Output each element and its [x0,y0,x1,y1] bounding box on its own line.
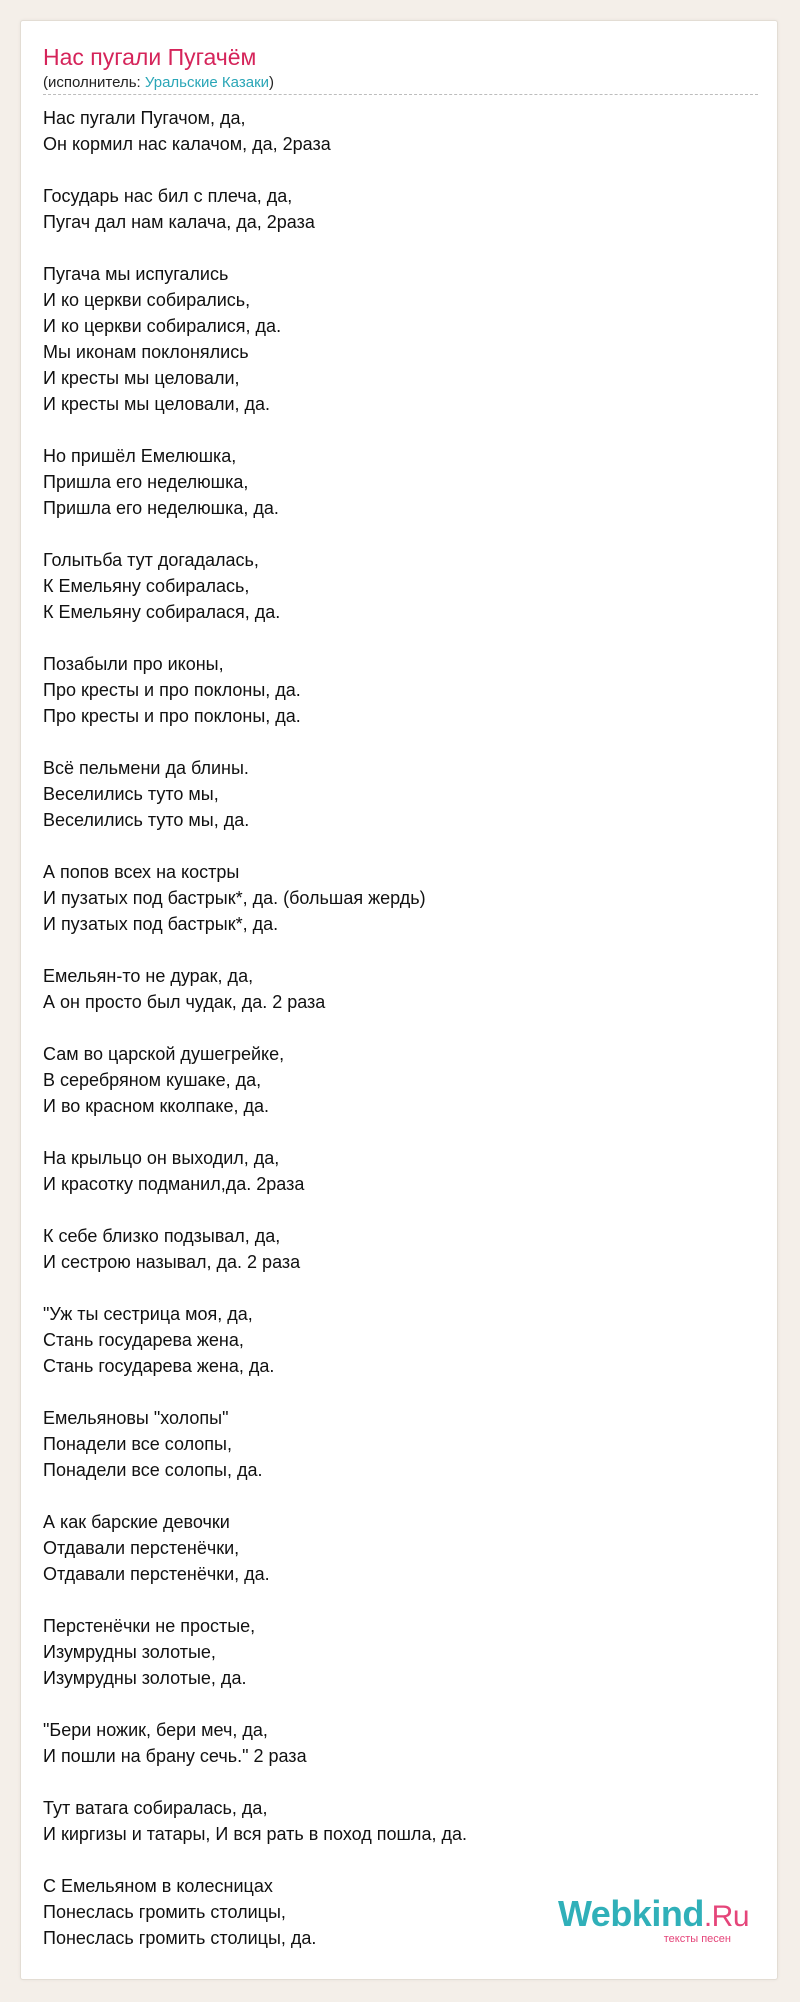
lyrics-stanza [43,651,758,729]
lyrics-line: И кресты мы целовали, [43,368,240,388]
lyrics-line: Про кресты и про поклоны, да. [43,680,301,700]
lyrics-stanza [43,1717,758,1769]
lyrics-line: Отдавали перстенёчки, да. [43,1564,270,1584]
lyrics-line: И пошли на брану сечь." 2 раза [43,1746,307,1766]
lyrics-line: К себе близко подзывал, да, [43,1226,281,1246]
lyrics-stanza [43,105,758,157]
lyrics-line: И красотку подманил,да. 2раза [43,1174,305,1194]
lyrics-line: Веселились туто мы, да. [43,810,250,830]
lyrics-stanza [43,1795,758,1847]
lyrics-line: Голытьба тут догадалась, [43,550,259,570]
lyrics-stanza [43,755,758,833]
lyrics-line: "Бери ножик, бери меч, да, [43,1720,268,1740]
performer-suffix: ) [269,74,275,91]
lyrics-line: А попов всех на костры [43,862,240,882]
lyrics-line: Пришла его неделюшка, да. [43,498,279,518]
logo-wordmark [557,1893,749,1935]
lyrics-stanza [43,443,758,521]
performer-prefix: (исполнитель: [43,74,145,91]
lyrics-line: Мы иконам поклонялись [43,342,249,362]
logo-tagline: тексты песен [663,1933,731,1945]
lyrics-line: Понадели все солопы, [43,1434,232,1454]
lyrics-stanza [43,963,758,1015]
lyrics-line: С Емельяном в колесницах [43,1876,273,1896]
lyrics-stanza [43,859,758,937]
lyrics-card [20,20,778,1980]
lyrics-line: Емельяновы "холопы" [43,1408,229,1428]
lyrics-line: И во красном кколпаке, да. [43,1096,269,1116]
lyrics-line: Позабыли про иконы, [43,654,224,674]
lyrics-stanza [43,1041,758,1119]
lyrics-line: Нас пугали Пугачом, да, [43,108,246,128]
lyrics-line: И сестрою называл, да. 2 раза [43,1252,301,1272]
performer-line [43,73,758,93]
lyrics-line: Изумрудны золотые, да. [43,1668,247,1688]
lyrics-line: Пугача мы испугались [43,264,229,284]
lyrics-stanza [43,1301,758,1379]
lyrics-line: Но пришёл Емелюшка, [43,446,237,466]
lyrics-line: Стань государева жена, да. [43,1356,275,1376]
lyrics-stanza [43,261,758,417]
lyrics-line: Стань государева жена, [43,1330,244,1350]
lyrics-line: И пузатых под бастрык*, да. (большая жердь) [43,888,426,908]
lyrics-line: Понадели все солопы, да. [43,1460,263,1480]
lyrics-line: Про кресты и про поклоны, да. [43,706,301,726]
lyrics-line: На крыльцо он выходил, да, [43,1148,280,1168]
lyrics-line: Перстенёчки не простые, [43,1616,256,1636]
lyrics-line: И ко церкви собирались, [43,290,251,310]
lyrics-line: К Емельяну собиралася, да. [43,602,281,622]
lyrics-stanza [43,1145,758,1197]
lyrics-line: И пузатых под бастрык*, да. [43,914,279,934]
lyrics-line: Отдавали перстенёчки, [43,1538,240,1558]
lyrics-line: Понеслась громить столицы, да. [43,1928,317,1948]
lyrics-line: Он кормил нас калачом, да, 2раза [43,134,331,154]
lyrics-line: Тут ватага собиралась, да, [43,1798,268,1818]
lyrics-line: Веселились туто мы, [43,784,219,804]
lyrics-line: Понеслась громить столицы, [43,1902,286,1922]
lyrics-line: И ко церкви собиралися, да. [43,316,282,336]
lyrics-stanza [43,1509,758,1587]
lyrics-line: Пришла его неделюшка, [43,472,249,492]
lyrics-line: А как барские девочки [43,1512,230,1532]
song-header [43,43,758,93]
lyrics-line: Пугач дал нам калача, да, 2раза [43,212,315,232]
logo-tld: .Ru [703,1900,749,1933]
lyrics-line: Сам во царской душегрейке, [43,1044,285,1064]
lyrics-line: К Емельяну собиралась, [43,576,250,596]
lyrics-stanza [43,1223,758,1275]
page-title: Нас пугали Пугачём [43,44,257,70]
lyrics-line: И киргизы и татары, И вся рать в поход пошла, да. [43,1824,467,1844]
lyrics-line: Изумрудны золотые, [43,1642,216,1662]
lyrics-line: "Уж ты сестрица моя, да, [43,1304,253,1324]
logo-main-text: Webkind [557,1893,704,1934]
header-divider [43,94,758,95]
lyrics-stanza [43,183,758,235]
lyrics-stanza [43,547,758,625]
lyrics-body [43,105,758,1977]
performer-link[interactable]: Уральские Казаки [144,74,270,91]
lyrics-line: В серебряном кушаке, да, [43,1070,262,1090]
lyrics-stanza [43,1405,758,1483]
lyrics-line: И кресты мы целовали, да. [43,394,271,414]
lyrics-stanza [43,1613,758,1691]
lyrics-line: А он просто был чудак, да. 2 раза [43,992,326,1012]
lyrics-line: Всё пельмени да блины. [43,758,249,778]
lyrics-line: Государь нас бил с плеча, да, [43,186,293,206]
lyrics-line: Емельян-то не дурак, да, [43,966,254,986]
site-logo[interactable] [557,1893,749,1945]
